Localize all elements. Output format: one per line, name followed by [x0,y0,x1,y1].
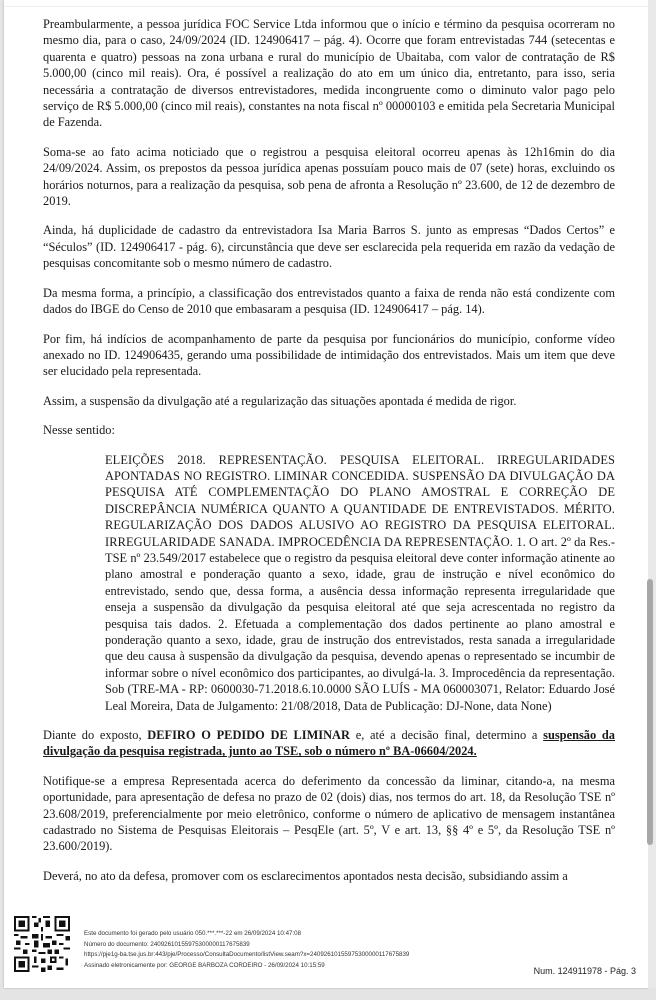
page-top-divider [4,6,648,7]
paragraph-decision [43,727,615,760]
page-number: Num. 124911978 - Pág. 3 [533,966,636,976]
jurisprudence-quote [105,452,615,715]
footer-document-url[interactable]: https://pje1g-ba.tse.jus.br:443/pje/Processo/ConsultaDocumento/listView.seam?x=24092610155975300000117675839 [84,951,410,958]
quote-body: 1. O art. 2º da Res.-TSE nº 23.549/2017 estabelece que o registro da pesquisa eleitoral deve conter informação atinente ao plano amostral e ponderação quanto a sexo, idade, grau de instrução e nível econômico do entrevistado, sendo que, dessa forma, a ausência dessa informação representa irregularidade que enseja a suspensão da divulgação da pesquisa eleitoral até que seja acrescentada no registro da pesquisa tais dados. 2. Efetuada a complementação dos dados pertinente ao plano amostral e ponderação quanto a sexo, idade, grau de instrução dos entrevistados, resta sanada a irregularidade que deu causa à suspensão da divulgação da pesquisa, devendo apenas o representado se incumbir de informar sobre o nível econômico dos participantes, ao divulgá-la. 3. Improcedência da representação. Sob (TRE-MA - RP: 0600030-71.2018.6.10.0000 SÃO LUÍS - MA 060003071, Relator: Eduardo José Leal Moreira, Data de Julgamento: 21/08/2018, Data de Publicação: DJ-None, data None) [105,534,615,713]
document-footer [4,908,648,980]
decision-underline: suspensão da divulgação da pesquisa registrada, junto ao TSE, sob o número nº BA-06604/2024. [43,728,615,759]
paragraph-duplicate-registration: Ainda, há duplicidade de cadastro da entrevistadora Isa Maria Barros S. junto as empresas “Dados Certos” e “Séculos” (ID. 124906417 - pág. 6), circunstância que deve ser esclarecida pela requerida em razão da vedação de pesquisas concomitante sob o mesmo número de cadastro. [43,223,615,271]
footer-metadata [84,929,409,971]
scrollbar-thumb[interactable] [647,579,653,845]
paragraph-suspension: Assim, a suspensão da divulgação até a regularização das situações apontada é medida de rigor. [43,393,517,408]
decision-bold: DEFIRO O PEDIDO DE LIMINAR [147,728,350,743]
paragraph-income-classification: Da mesma forma, a princípio, a classificação dos entrevistados quanto a faixa de renda não está condizente com dados do IBGE do Censo de 2010 que embasaram a pesquisa (ID. 124906417 – pág. 14). [43,285,615,317]
decision-intro: Diante do exposto, [43,728,148,743]
document-page [4,0,648,988]
paragraph-timing: Soma-se ao fato acima noticiado que o registrou a pesquisa eleitoral ocorreu apenas às 12h16min do dia 24/09/2024. Assim, os prepostos da pessoa jurídica apenas possuíam pouco mais de 07 (sete) horas, excluindo os horários noturnos, para a realização da pesquisa, sob pena de afronta a Resolução nº 23.600, de 12 de dezembro de 2019. [43,144,615,209]
quote-headnote: ELEIÇÕES 2018. REPRESENTAÇÃO. PESQUISA ELEITORAL. IRREGULARIDADES APONTADAS NO REGISTRO. LIMINAR CONCEDIDA. SUSPENSÃO DA DIVULGAÇÃO DA PESQUISA ATÉ COMPLEMENTAÇÃO DO PLANO AMOSTRAL E CORREÇÃO DE DISCREPÂNCIA NUMÉRICA QUANTO A QUANTIDADE DE ENTREVISTADOS. MÉRITO. REGULARIZAÇÃO DOS DADOS ALUSIVO AO REGISTRO DA PESQUISA ELEITORAL. IRREGULARIDADE SANADA. IMPROCEDÊNCIA DA REPRESENTAÇÃO. [105,452,615,549]
footer-generated-by: Este documento foi gerado pelo usuário 050.***.***-22 em 26/09/2024 10:47:08 [84,930,302,937]
paragraph-defense: Deverá, no ato da defesa, promover com os esclarecimentos apontados nesta decisão, subsidiando assim a [43,868,568,883]
paragraph-intimidation: Por fim, há indícios de acompanhamento de parte da pesquisa por funcionários do município, conforme vídeo anexado no ID. 124906435, gerando uma possibilidade de intimidação dos entrevistados. Mais um item que deve ser elucidado pela representada. [43,331,615,379]
footer-signature: Assinado eletronicamente por: GEORGE BARBOZA CORDEIRO - 26/09/2024 10:15:59 [84,961,325,969]
paragraph-nesse-sentido: Nesse sentido: [43,423,115,438]
paragraph-preamble: Preambularmente, a pessoa jurídica FOC Service Ltda informou que o início e término da pesquisa ocorreram no mesmo dia, para o caso, 24/09/2024 (ID. 124906417 – pág. 4). Ocorre que foram entrevistadas 744 (setecentas e quarenta e quatro) pessoas na zona urbana e rural do município de Ubaitaba, com valor de contratação de R$ 5.000,00 (cinco mil reais). Ora, é possível a realização do ato em um único dia, entretanto, para isso, seria necessária a contratação de diversos entrevistadores, medida incongruente como o diminuto valor pago pelo serviço de R$ 5.000,00 (cinco mil reais), constantes na nota fiscal nº 00000103 e emitida pela Secretaria Municipal de Fazenda. [43,17,615,130]
paragraph-notification: Notifique-se a empresa Representada acerca do deferimento da concessão da liminar, citando-a, na mesma oportunidade, para apresentação de defesa no prazo de 02 (dois) dias, nos termos do art. 18, da Resolução TSE nº 23.608/2019, preferencialmente por meio eletrônico, conforme o número de aplicativo de mensagem instantânea cadastrado no Sistema de Pesquisas Eleitorais – PesqEle (art. 5º, V e art. 13, §§ 4º e 5º, da Resolução TSE nº 23.600/2019). [43,773,615,854]
footer-document-number: Número do documento: 24092610155975300000117675839 [84,940,250,948]
document-body [43,16,615,897]
decision-middle: e, até a decisão final, determino a [349,728,544,743]
qr-code-icon [14,916,70,972]
